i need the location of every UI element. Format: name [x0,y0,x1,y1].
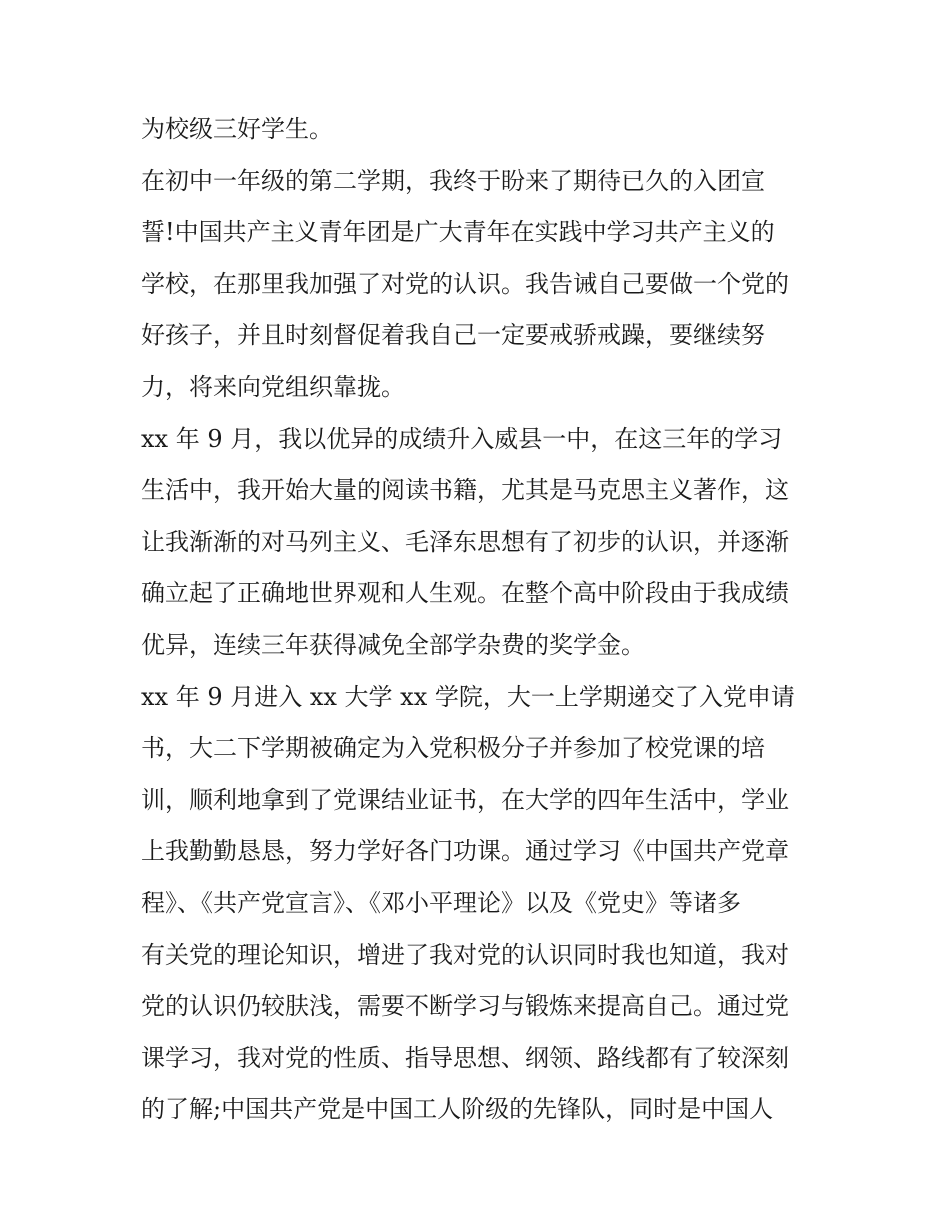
text-line: 课学习，我对党的性质、指导思想、纲领、路线都有了较深刻 [141,1043,789,1072]
text-line: 生活中，我开始大量的阅读书籍，尤其是马克思主义著作，这 [141,476,789,505]
text-line: 确立起了正确地世界观和人生观。在整个高中阶段由于我成绩 [141,579,789,608]
text-line: 的了解;中国共产党是中国工人阶级的先锋队，同时是中国人 [141,1095,774,1124]
text-line: 好孩子，并且时刻督促着我自己一定要戒骄戒躁，要继续努 [141,321,765,350]
document-body [141,104,821,1136]
text-line: 为校级三好学生。 [141,115,333,143]
text-line: 力，将来向党组织靠拢。 [141,372,405,401]
text-line: 书，大二下学期被确定为入党积极分子并参加了校党课的培 [141,734,765,763]
text-line: 上我勤勤恳恳，努力学好各门功课。通过学习《中国共产党章 [141,837,789,866]
text-line: 优异，连续三年获得减免全部学杂费的奖学金。 [141,630,645,659]
text-line: 有关党的理论知识，增进了我对党的认识同时我也知道，我对 [141,940,789,969]
text-line: xx 年 9 月，我以优异的成绩升入威县一中，在这三年的学习 [141,424,783,453]
text-line: 训，顺利地拿到了党课结业证书，在大学的四年生活中，学业 [141,785,789,814]
text-line: 程》、《共产党宣言》、《邓小平理论》以及《党史》等诸多 [141,888,741,917]
text-line: xx 年 9 月进入 xx 大学 xx 学院，大一上学期递交了入党申请 [141,682,795,711]
text-line: 誓!中国共产主义青年团是广大青年在实践中学习共产主义的 [141,218,775,247]
text-line: 学校，在那里我加强了对党的认识。我告诫自己要做一个党的 [141,269,789,298]
text-line: 在初中一年级的第二学期，我终于盼来了期待已久的入团宣 [141,166,765,195]
text-line: 党的认识仍较肤浅，需要不断学习与锻炼来提高自己。通过党 [141,992,789,1021]
text-line: 让我渐渐的对马列主义、毛泽东思想有了初步的认识，并逐渐 [141,527,789,556]
